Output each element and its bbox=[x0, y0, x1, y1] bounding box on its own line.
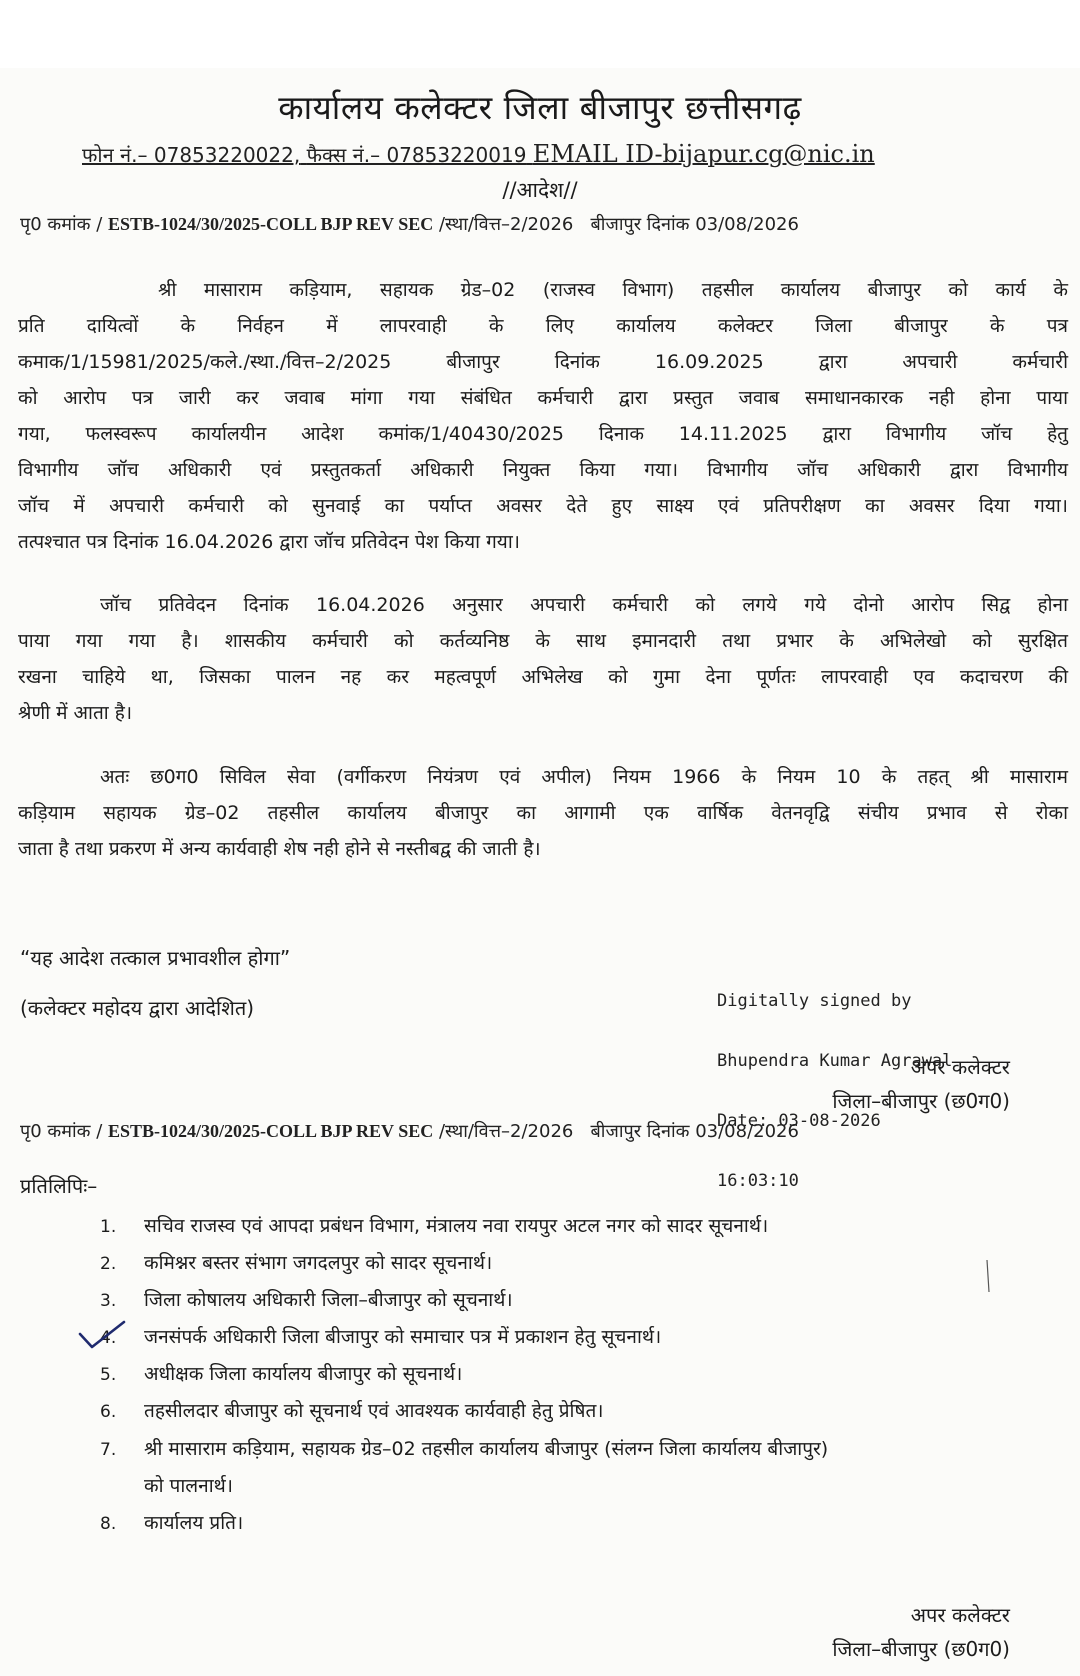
office-title: कार्यालय कलेक्टर जिला बीजापुर छत्तीसगढ़ bbox=[278, 88, 802, 127]
top-margin bbox=[0, 0, 1080, 68]
reference-date: बीजापुर दिनांक 03/08/2026 bbox=[590, 1121, 799, 1142]
reference-suffix: /स्था/वित्त–2/2026 bbox=[438, 214, 574, 235]
copy-text: श्री मासाराम कड़ियाम, सहायक ग्रेड–02 तहसील कार्यालय बीजापुर (संलग्न जिला कार्यालय बीजापुर) bbox=[144, 1438, 829, 1460]
paragraph-3 bbox=[18, 759, 1068, 867]
copy-text: जिला कोषालय अधिकारी जिला–बीजापुर को सूचनार्थ। bbox=[144, 1289, 513, 1311]
copy-text: अधीक्षक जिला कार्यालय बीजापुर को सूचनार्थ। bbox=[144, 1363, 463, 1385]
fax-number: फैक्स नं.– 07853220019 bbox=[306, 143, 527, 167]
paragraph-2 bbox=[18, 587, 1068, 731]
copy-number: 8. bbox=[100, 1514, 117, 1534]
email-id: EMAIL ID-bijapur.cg@nic.in bbox=[532, 140, 875, 168]
designation-title: अपर कलेक्टर bbox=[910, 1055, 1010, 1079]
copy-text: सचिव राजस्व एवं आपदा प्रबंधन विभाग, मंत्रालय नवा रायपुर अटल नगर को सादर सूचनार्थ। bbox=[144, 1215, 769, 1237]
copy-number: 6. bbox=[100, 1402, 117, 1422]
copies-heading: प्रतिलिपिः– bbox=[20, 1174, 98, 1198]
reference-date: बीजापुर दिनांक 03/08/2026 bbox=[590, 214, 799, 235]
reference-line-2 bbox=[20, 1119, 799, 1143]
copy-text: तहसीलदार बीजापुर को सूचनार्थ एवं आवश्यक कार्यवाही हेतु प्रेषित। bbox=[144, 1400, 604, 1422]
copy-item bbox=[100, 1356, 462, 1393]
designation-block-2 bbox=[832, 1598, 1010, 1666]
copy-number: 2. bbox=[100, 1254, 117, 1274]
contact-line bbox=[82, 140, 875, 168]
copy-text: कार्यालय प्रति। bbox=[144, 1512, 244, 1534]
pen-mark bbox=[985, 1258, 991, 1294]
copy-number: 7. bbox=[100, 1440, 117, 1460]
text-line: जॉच प्रतिवेदन दिनांक 16.04.2026 अनुसार अपचारी कर्मचारी को लगये गये दोनो आरोप सिद्व होना bbox=[100, 594, 1068, 616]
reference-suffix: /स्था/वित्त–2/2026 bbox=[438, 1121, 574, 1142]
copy-item bbox=[100, 1431, 828, 1504]
designation-district: जिला–बीजापुर (छ0ग0) bbox=[832, 1637, 1010, 1661]
text-line: को आरोप पत्र जारी कर जवाब मांगा गया संबंधित कर्मचारी द्वारा प्रस्तुत जवाब समाधानकारक नही होना पाया bbox=[18, 387, 1068, 409]
text-line: विभागीय जॉच अधिकारी एवं प्रस्तुतकर्ता अधिकारी नियुक्त किया गया। विभागीय जॉच अधिकारी द्वारा विभागीय bbox=[18, 459, 1068, 481]
text-line: गया, फलस्वरूप कार्यालयीन आदेश कमांक/1/40430/2025 दिनाक 14.11.2025 द्वारा विभागीय जॉच हेतु bbox=[18, 423, 1068, 445]
reference-code: ESTB-1024/30/2025-COLL BJP REV SEC bbox=[108, 1121, 434, 1141]
text-line: पाया गया गया है। शासकीय कर्मचारी को कर्तव्यनिष्ठ के साथ इमानदारी तथा प्रभार के अभिलेखो को सुरक्षित bbox=[18, 630, 1068, 652]
copy-item bbox=[100, 1245, 492, 1282]
copy-text-continued: को पालनार्थ। bbox=[144, 1475, 233, 1497]
text-line: अतः छ0ग0 सिविल सेवा (वर्गीकरण नियंत्रण एवं अपील) नियम 1966 के नियम 10 के तहत् श्री मासाराम bbox=[100, 766, 1068, 788]
copy-item bbox=[100, 1505, 243, 1542]
copy-number: 3. bbox=[100, 1291, 117, 1311]
text-line: श्रेणी में आता है। bbox=[18, 702, 133, 724]
copy-item bbox=[100, 1208, 768, 1245]
text-line: कमाक/1/15981/2025/कले./स्था./वित्त–2/2025 बीजापुर दिनांक 16.09.2025 द्वारा अपचारी कर्मचारी bbox=[18, 351, 1068, 373]
text-line: तत्पश्चात पत्र दिनांक 16.04.2026 द्वारा जॉच प्रतिवेदन पेश किया गया। bbox=[18, 531, 520, 553]
text-line: जॉच में अपचारी कर्मचारी को सुनवाई का पर्याप्त अवसर देते हुए साक्ष्य एवं प्रतिपरीक्षण का अवसर दिया गया। bbox=[18, 495, 1068, 517]
signature-line: Digitally signed by bbox=[717, 991, 912, 1011]
copy-number: 1. bbox=[100, 1217, 117, 1237]
copy-text: कमिश्नर बस्तर संभाग जगदलपुर को सादर सूचनार्थ। bbox=[144, 1252, 493, 1274]
reference-code: ESTB-1024/30/2025-COLL BJP REV SEC bbox=[108, 214, 434, 234]
signature-time: 16:03:10 bbox=[717, 1171, 799, 1191]
text-line: जाता है तथा प्रकरण में अन्य कार्यवाही शेष नही होने से नस्तीबद्व की जाती है। bbox=[18, 838, 541, 860]
designation-block-1 bbox=[832, 1050, 1010, 1118]
text-line: कड़ियाम सहायक ग्रेड–02 तहसील कार्यालय बीजापुर का आगामी एक वार्षिक वेतनवृद्वि संचीय प्रभाव से रोका bbox=[18, 802, 1068, 824]
copy-item bbox=[100, 1393, 603, 1430]
designation-title: अपर कलेक्टर bbox=[910, 1603, 1010, 1627]
copy-number: 4. bbox=[100, 1328, 117, 1348]
phone-number: फोन नं.– 07853220022, bbox=[82, 143, 301, 167]
text-line: रखना चाहिये था, जिसका पालन नह कर महत्वपूर्ण अभिलेख को गुमा देना पूर्णतः लापरवाही एव कदाचरण की bbox=[18, 666, 1068, 688]
signature-date: Date: 03-08-2026 bbox=[717, 1111, 881, 1131]
reference-line bbox=[20, 212, 799, 236]
reference-prefix: पृ0 कमांक / bbox=[20, 1121, 103, 1142]
handwritten-tick-mark bbox=[76, 1318, 128, 1352]
text-line: श्री मासाराम कड़ियाम, सहायक ग्रेड–02 (राजस्व विभाग) तहसील कार्यालय बीजापुर को कार्य के bbox=[158, 279, 1068, 301]
copy-text: जनसंपर्क अधिकारी जिला बीजापुर को समाचार पत्र में प्रकाशन हेतु सूचनार्थ। bbox=[144, 1326, 662, 1348]
order-heading: //आदेश// bbox=[502, 178, 578, 202]
reference-prefix: पृ0 कमांक / bbox=[20, 214, 103, 235]
signer-name: Bhupendra Kumar Agrawal bbox=[717, 1051, 953, 1071]
text-line: प्रति दायित्वों के निर्वहन में लापरवाही के लिए कार्यालय कलेक्टर जिला बीजापुर के पत्र bbox=[18, 315, 1068, 337]
copy-number: 5. bbox=[100, 1365, 117, 1385]
copy-item bbox=[100, 1319, 661, 1356]
paragraph-1 bbox=[18, 272, 1068, 560]
approval-note: (कलेक्टर महोदय द्वारा आदेशित) bbox=[20, 996, 255, 1020]
designation-district: जिला–बीजापुर (छ0ग0) bbox=[832, 1089, 1010, 1113]
effective-note: “यह आदेश तत्काल प्रभावशील होगा” bbox=[20, 946, 291, 970]
copy-item bbox=[100, 1282, 513, 1319]
